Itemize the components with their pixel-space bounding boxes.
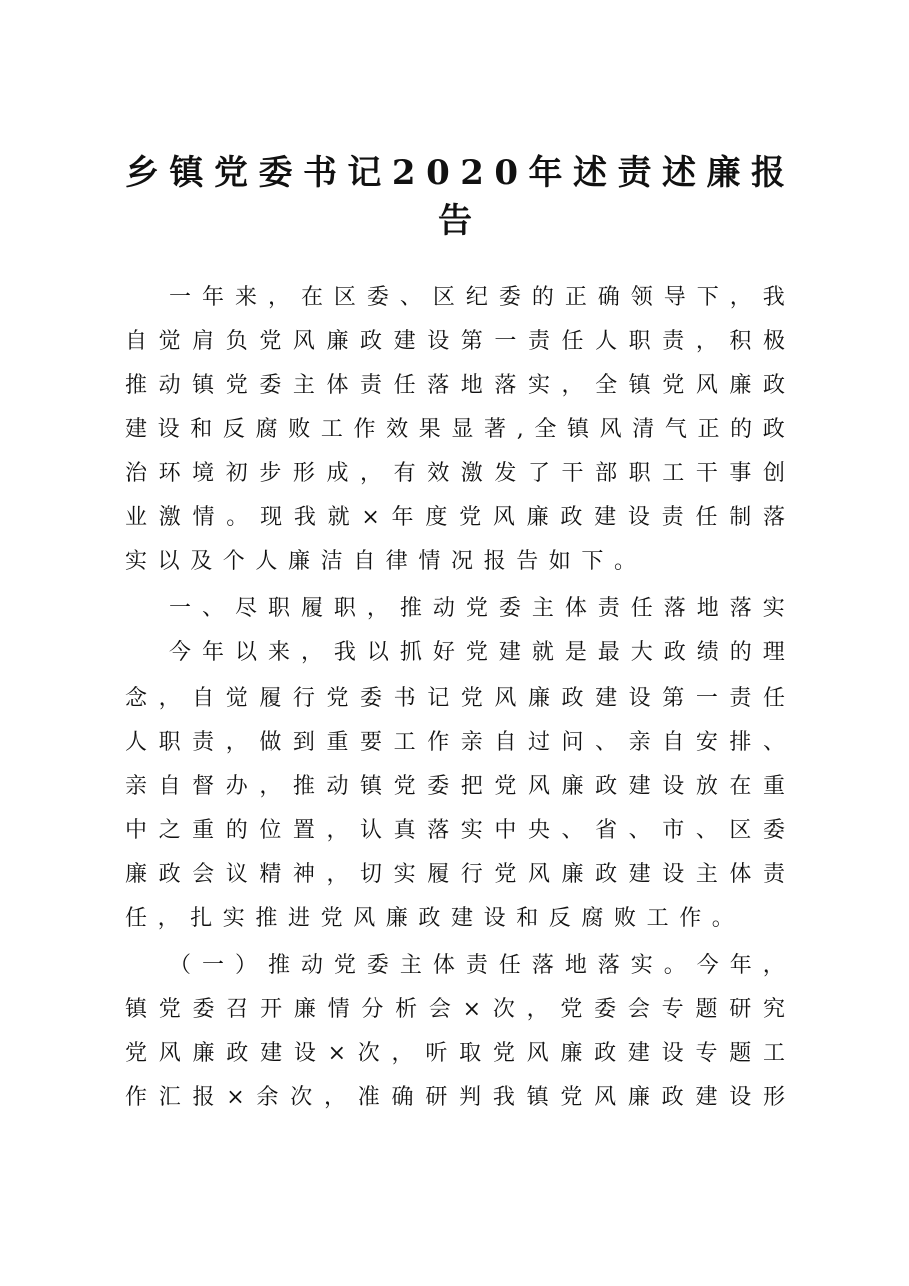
body-line: 建 设 和 反 腐 败 工 作 效 果 显 著 , 全 镇 风 清 气 正 的 政 xyxy=(125,417,785,442)
body-line: 中 之 重 的 位 置 ， 认 真 落 实 中 央 、 省 、 市 、 区 委 xyxy=(125,818,785,843)
body-line: 推 动 镇 党 委 主 体 责 任 落 地 落 实 ， 全 镇 党 风 廉 政 xyxy=(125,373,785,398)
body-line: 任，扎实推进党风廉政建设和反腐败工作。 xyxy=(125,906,745,931)
body-line: 镇 党 委 召 开 廉 情 分 析 会 × 次 ， 党 委 会 专 题 研 究 xyxy=(125,997,785,1022)
section-heading: 一 、 尽 职 履 职 ， 推 动 党 委 主 体 责 任 落 地 落 实 xyxy=(169,596,785,621)
body-line: 人 职 责 ， 做 到 重 要 工 作 亲 自 过 问 、 亲 自 安 排 、 xyxy=(125,730,785,755)
document-title-line-2: 告 xyxy=(438,201,472,241)
body-line: 业 激 情 。 现 我 就 × 年 度 党 风 廉 政 建 设 责 任 制 落 xyxy=(125,505,785,530)
body-line: 廉 政 会 议 精 神 ， 切 实 履 行 党 风 廉 政 建 设 主 体 责 xyxy=(125,862,785,887)
document-title-line-1: 乡 镇 党 委 书 记 2 0 2 0 年 述 责 述 廉 报 xyxy=(125,153,785,193)
body-line: 念 ， 自 觉 履 行 党 委 书 记 党 风 廉 政 建 设 第 一 责 任 xyxy=(125,686,785,711)
body-line: 一 年 来 ， 在 区 委 、 区 纪 委 的 正 确 领 导 下 ， 我 xyxy=(169,285,785,310)
body-line: 实以及个人廉洁自律情况报告如下。 xyxy=(125,549,647,574)
body-line: 今 年 以 来 ， 我 以 抓 好 党 建 就 是 最 大 政 绩 的 理 xyxy=(169,640,785,665)
body-line: 作 汇 报 × 余 次 ， 准 确 研 判 我 镇 党 风 廉 政 建 设 形 xyxy=(125,1085,785,1110)
subsection-line: （ 一 ） 推 动 党 委 主 体 责 任 落 地 落 实 。 今 年 ， xyxy=(169,953,785,978)
body-line: 自 觉 肩 负 党 风 廉 政 建 设 第 一 责 任 人 职 责 ， 积 极 xyxy=(125,329,785,354)
body-line: 治 环 境 初 步 形 成 ， 有 效 激 发 了 干 部 职 工 干 事 创 xyxy=(125,461,785,486)
body-line: 党 风 廉 政 建 设 × 次 ， 听 取 党 风 廉 政 建 设 专 题 工 xyxy=(125,1041,785,1066)
body-line: 亲 自 督 办 ， 推 动 镇 党 委 把 党 风 廉 政 建 设 放 在 重 xyxy=(125,774,785,799)
